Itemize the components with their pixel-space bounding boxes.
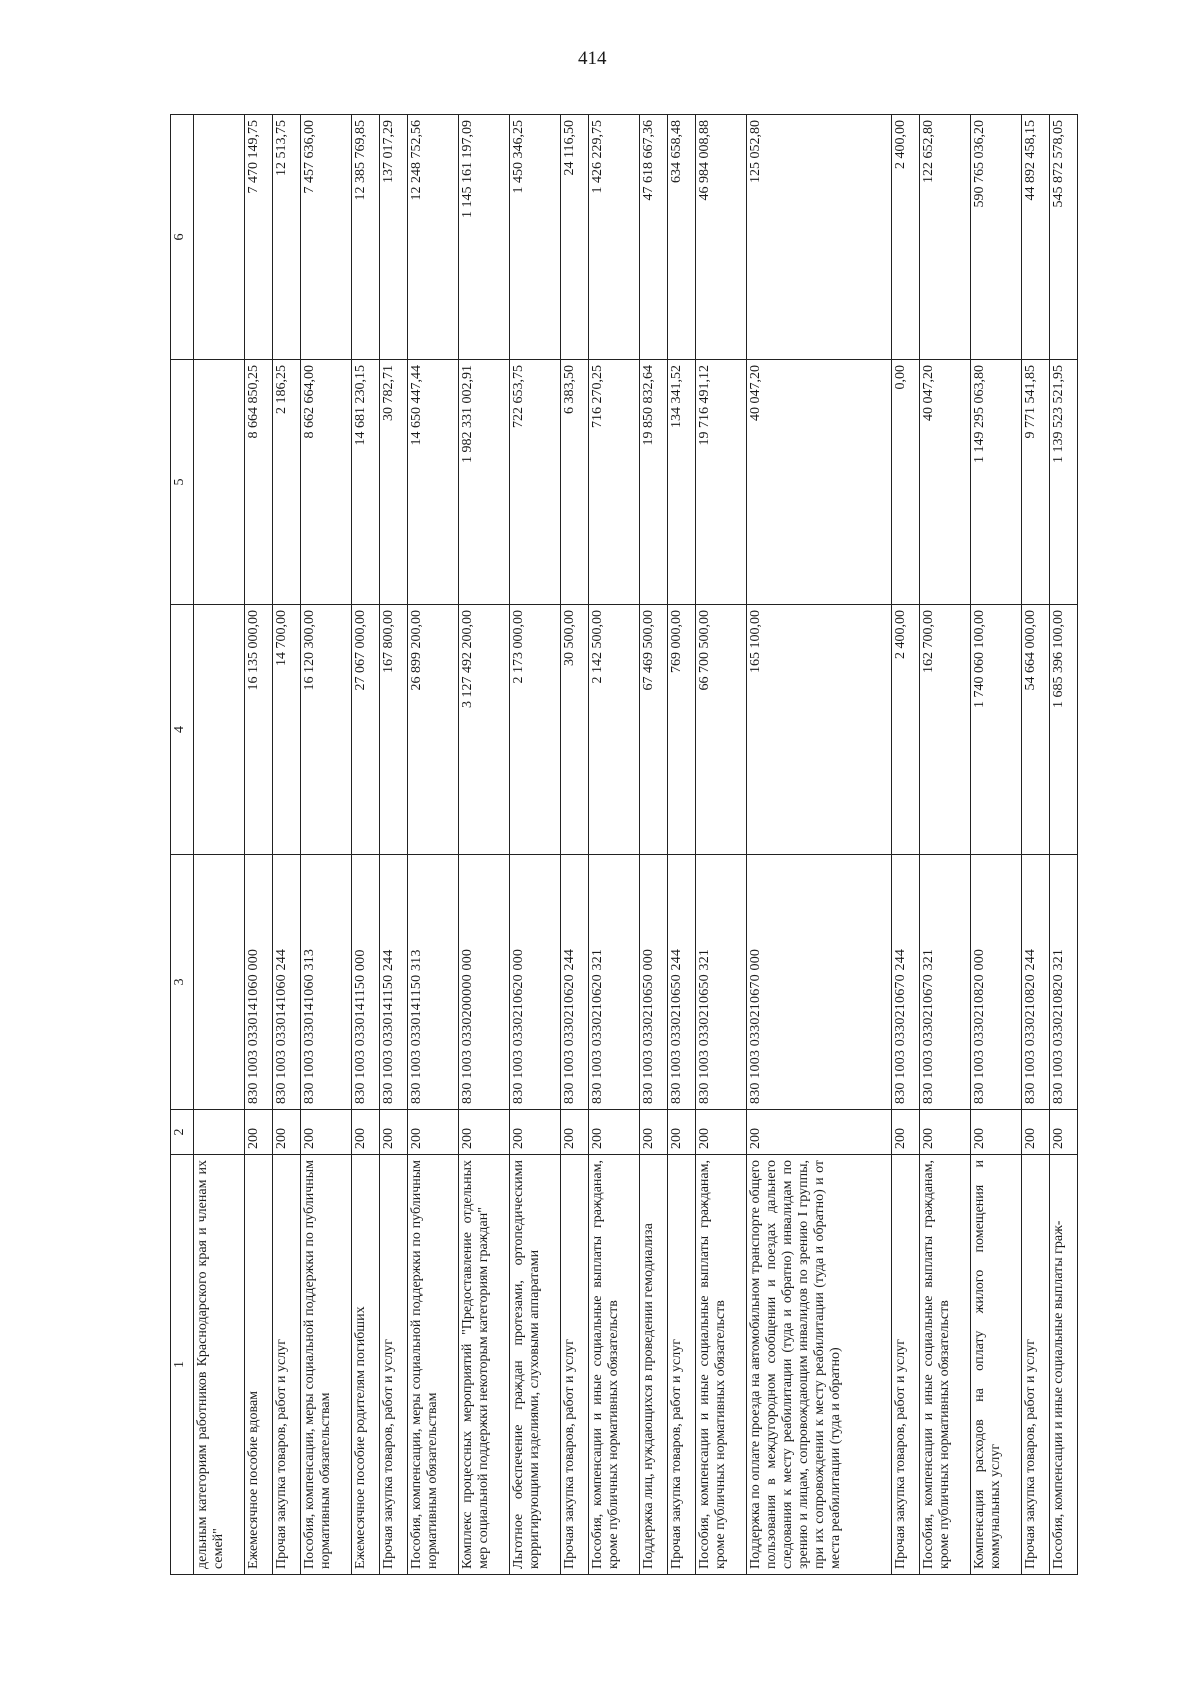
table-cell-c1: Пособия, компенсации и иные социальные выплаты гражданам, кроме публичных нормативных обязательств (695, 1155, 746, 1575)
table-cell-c4: 2 173 000,00 (510, 605, 561, 855)
table-cell-c5: 6 383,50 (561, 360, 589, 605)
table-cell-c1: Пособия, компенсации, меры социальной поддержки по публичным нормативным обязательствам (300, 1155, 351, 1575)
table-cell-c1: Прочая закупка товаров, работ и услуг (1022, 1155, 1050, 1575)
table-cell-c6: 590 765 036,20 (971, 115, 1022, 360)
table-cell-c5: 40 047,20 (919, 360, 970, 605)
table-row (510, 115, 561, 1575)
table-cell-c4 (194, 605, 245, 855)
table-cell-c3: 830 1003 0330141060 244 (273, 855, 301, 1110)
table-cell-c5: 1 139 523 521,95 (1050, 360, 1078, 605)
table-cell-c6: 634 658,48 (668, 115, 696, 360)
table-cell-c5 (194, 360, 245, 605)
table-cell-c3: 830 1003 0330141060 000 (245, 855, 273, 1110)
table-cell-c5: 14 681 230,15 (352, 360, 380, 605)
table-cell-c5: 8 662 664,00 (300, 360, 351, 605)
table-cell-c2: 200 (561, 1110, 589, 1155)
table-cell-c1: Ежемесячное пособие вдовам (245, 1155, 273, 1575)
table-cell-c3: 830 1003 0330210650 244 (668, 855, 696, 1110)
table-row (245, 115, 273, 1575)
table-cell-c6: 46 984 008,88 (695, 115, 746, 360)
table-cell-c4: 14 700,00 (273, 605, 301, 855)
table-cell-c5: 9 771 541,85 (1022, 360, 1050, 605)
table-cell-c1: Прочая закупка товаров, работ и услуг (892, 1155, 920, 1575)
table-row (971, 115, 1022, 1575)
table-cell-c1: Пособия, компенсации и иные социальные выплаты гражданам, кроме публичных нормативных обязательств (589, 1155, 640, 1575)
table-cell-c4: 1 685 396 100,00 (1050, 605, 1078, 855)
table-cell-c6: 44 892 458,15 (1022, 115, 1050, 360)
table-cell-c6: 12 248 752,56 (407, 115, 458, 360)
table-row (379, 115, 407, 1575)
table-cell-c4: 167 800,00 (379, 605, 407, 855)
table-cell-c5: 19 716 491,12 (695, 360, 746, 605)
table-cell-c4: 165 100,00 (747, 605, 892, 855)
table-cell-c1: Пособия, компенсации, меры социальной поддержки по публичным нормативным обязательствам (407, 1155, 458, 1575)
table-cell-c2: 200 (273, 1110, 301, 1155)
header-row (171, 115, 194, 1575)
table-cell-c2: 200 (892, 1110, 920, 1155)
header-cell: 1 (171, 1155, 194, 1575)
header-cell: 3 (171, 855, 194, 1110)
table-cell-c6: 47 618 667,36 (640, 115, 668, 360)
table-cell-c3: 830 1003 0330210670 000 (747, 855, 892, 1110)
table-cell-c2: 200 (919, 1110, 970, 1155)
table-cell-c1: Пособия, компенсации и иные социальные выплаты гражданам, кроме публичных нормативных обязательств (919, 1155, 970, 1575)
table-cell-c1: Ежемесячное пособие родителям погибших (352, 1155, 380, 1575)
table-cell-c6: 137 017,29 (379, 115, 407, 360)
table-cell-c4: 27 067 000,00 (352, 605, 380, 855)
table-cell-c5: 2 186,25 (273, 360, 301, 605)
table-cell-c3: 830 1003 0330210820 244 (1022, 855, 1050, 1110)
table-cell-c6: 7 457 636,00 (300, 115, 351, 360)
table-cell-c5: 40 047,20 (747, 360, 892, 605)
table-row (561, 115, 589, 1575)
table-cell-c2: 200 (407, 1110, 458, 1155)
table-cell-c1: Комплекс процессных мероприятий "Предоставление отдельных мер социальной поддержки некоторым категориям граждан" (458, 1155, 509, 1575)
table-cell-c4: 1 740 060 100,00 (971, 605, 1022, 855)
table-cell-c6: 12 513,75 (273, 115, 301, 360)
table-cell-c6: 545 872 578,05 (1050, 115, 1078, 360)
table-cell-c6: 7 470 149,75 (245, 115, 273, 360)
table-cell-c4: 67 469 500,00 (640, 605, 668, 855)
table-cell-c3: 830 1003 0330210670 321 (919, 855, 970, 1110)
table-cell-c6: 1 426 229,75 (589, 115, 640, 360)
table-row (668, 115, 696, 1575)
table-cell-c1: Прочая закупка товаров, работ и услуг (668, 1155, 696, 1575)
header-cell: 6 (171, 115, 194, 360)
table-cell-c4: 16 120 300,00 (300, 605, 351, 855)
table-cell-c3: 830 1003 0330210820 000 (971, 855, 1022, 1110)
table-row (458, 115, 509, 1575)
table-row (892, 115, 920, 1575)
table-cell-c2: 200 (589, 1110, 640, 1155)
table-cell-c6: 24 116,50 (561, 115, 589, 360)
table-cell-c4: 16 135 000,00 (245, 605, 273, 855)
table-cell-c2: 200 (1022, 1110, 1050, 1155)
table-cell-c4: 66 700 500,00 (695, 605, 746, 855)
table-row (695, 115, 746, 1575)
table-cell-c3: 830 1003 0330210620 244 (561, 855, 589, 1110)
table-cell-c1: дельным категориям работников Краснодарского края и членам их семей" (194, 1155, 245, 1575)
table-cell-c2: 200 (668, 1110, 696, 1155)
table-cell-c1: Прочая закупка товаров, работ и услуг (273, 1155, 301, 1575)
table-cell-c1: Льготное обеспечение граждан протезами, ортопедическими корригирующими изделиями, слуховыми аппаратами (510, 1155, 561, 1575)
table-cell-c5: 30 782,71 (379, 360, 407, 605)
table-cell-c2: 200 (300, 1110, 351, 1155)
table-cell-c4: 769 000,00 (668, 605, 696, 855)
table-cell-c3: 830 1003 0330141150 313 (407, 855, 458, 1110)
table-cell-c2: 200 (971, 1110, 1022, 1155)
table-cell-c3: 830 1003 0330210620 321 (589, 855, 640, 1110)
table-cell-c2: 200 (458, 1110, 509, 1155)
table-row (407, 115, 458, 1575)
table-cell-c3: 830 1003 0330200000 000 (458, 855, 509, 1110)
table-cell-c5: 134 341,52 (668, 360, 696, 605)
table-cell-c4: 3 127 492 200,00 (458, 605, 509, 855)
table-cell-c1: Пособия, компенсации и иные социальные выплаты граж- (1050, 1155, 1078, 1575)
table-cell-c6: 1 145 161 197,09 (458, 115, 509, 360)
table-cell-c5: 1 149 295 063,80 (971, 360, 1022, 605)
table-cell-c2 (194, 1110, 245, 1155)
table-cell-c5: 722 653,75 (510, 360, 561, 605)
header-cell: 4 (171, 605, 194, 855)
table-cell-c2: 200 (245, 1110, 273, 1155)
table-cell-c6: 2 400,00 (892, 115, 920, 360)
budget-table (170, 114, 1078, 1575)
table-row (919, 115, 970, 1575)
table-cell-c1: Поддержка по оплате проезда на автомобильном транспорте общего пользования в междугородном сообщении и поездах дальнего следования к месту реабилитации (туда и обратно) инвалидам по зрению и лицам, сопровождающим инвалидов по зрению I группы, при их сопровождении к месту реабилитации (туда и обратно) и от места реабилитации (туда и обратно) (747, 1155, 892, 1575)
table-cell-c1: Поддержка лиц, нуждающихся в проведении гемодиализа (640, 1155, 668, 1575)
page-number: 414 (578, 48, 607, 69)
table-row (273, 115, 301, 1575)
table-cell-c3 (194, 855, 245, 1110)
table-row (352, 115, 380, 1575)
table-cell-c2: 200 (510, 1110, 561, 1155)
table-row (300, 115, 351, 1575)
table-cell-c3: 830 1003 0330141150 244 (379, 855, 407, 1110)
table-cell-c1: Прочая закупка товаров, работ и услуг (379, 1155, 407, 1575)
table-cell-c2: 200 (640, 1110, 668, 1155)
table-cell-c5: 716 270,25 (589, 360, 640, 605)
table-cell-c1: Прочая закупка товаров, работ и услуг (561, 1155, 589, 1575)
table-row (1050, 115, 1078, 1575)
table-cell-c2: 200 (352, 1110, 380, 1155)
table-cell-c4: 54 664 000,00 (1022, 605, 1050, 855)
table-cell-c6 (194, 115, 245, 360)
table-cell-c5: 19 850 832,64 (640, 360, 668, 605)
table-cell-c4: 162 700,00 (919, 605, 970, 855)
table-cell-c6: 125 052,80 (747, 115, 892, 360)
table-cell-c3: 830 1003 0330210650 321 (695, 855, 746, 1110)
table-row (747, 115, 892, 1575)
header-cell: 5 (171, 360, 194, 605)
table-cell-c4: 26 899 200,00 (407, 605, 458, 855)
table-cell-c2: 200 (1050, 1110, 1078, 1155)
table-row (640, 115, 668, 1575)
table-cell-c5: 0,00 (892, 360, 920, 605)
table-cell-c1: Компенсация расходов на оплату жилого помещения и коммунальных услуг (971, 1155, 1022, 1575)
table-cell-c5: 1 982 331 002,91 (458, 360, 509, 605)
table-cell-c6: 12 385 769,85 (352, 115, 380, 360)
table-row (589, 115, 640, 1575)
table-cell-c3: 830 1003 0330210670 244 (892, 855, 920, 1110)
table-cell-c4: 30 500,00 (561, 605, 589, 855)
table-cell-c2: 200 (379, 1110, 407, 1155)
table-cell-c3: 830 1003 0330210620 000 (510, 855, 561, 1110)
table-cell-c3: 830 1003 0330210820 321 (1050, 855, 1078, 1110)
table-cell-c5: 8 664 850,25 (245, 360, 273, 605)
table-cell-c6: 122 652,80 (919, 115, 970, 360)
header-cell: 2 (171, 1110, 194, 1155)
rotated-table-frame (170, 115, 1078, 1575)
table-cell-c5: 14 650 447,44 (407, 360, 458, 605)
table-row (194, 115, 245, 1575)
table-cell-c4: 2 142 500,00 (589, 605, 640, 855)
table-body (194, 115, 1078, 1575)
table-cell-c3: 830 1003 0330210650 000 (640, 855, 668, 1110)
table-cell-c2: 200 (747, 1110, 892, 1155)
table-row (1022, 115, 1050, 1575)
table-cell-c3: 830 1003 0330141150 000 (352, 855, 380, 1110)
table-cell-c6: 1 450 346,25 (510, 115, 561, 360)
table-cell-c4: 2 400,00 (892, 605, 920, 855)
table-cell-c2: 200 (695, 1110, 746, 1155)
table-cell-c3: 830 1003 0330141060 313 (300, 855, 351, 1110)
